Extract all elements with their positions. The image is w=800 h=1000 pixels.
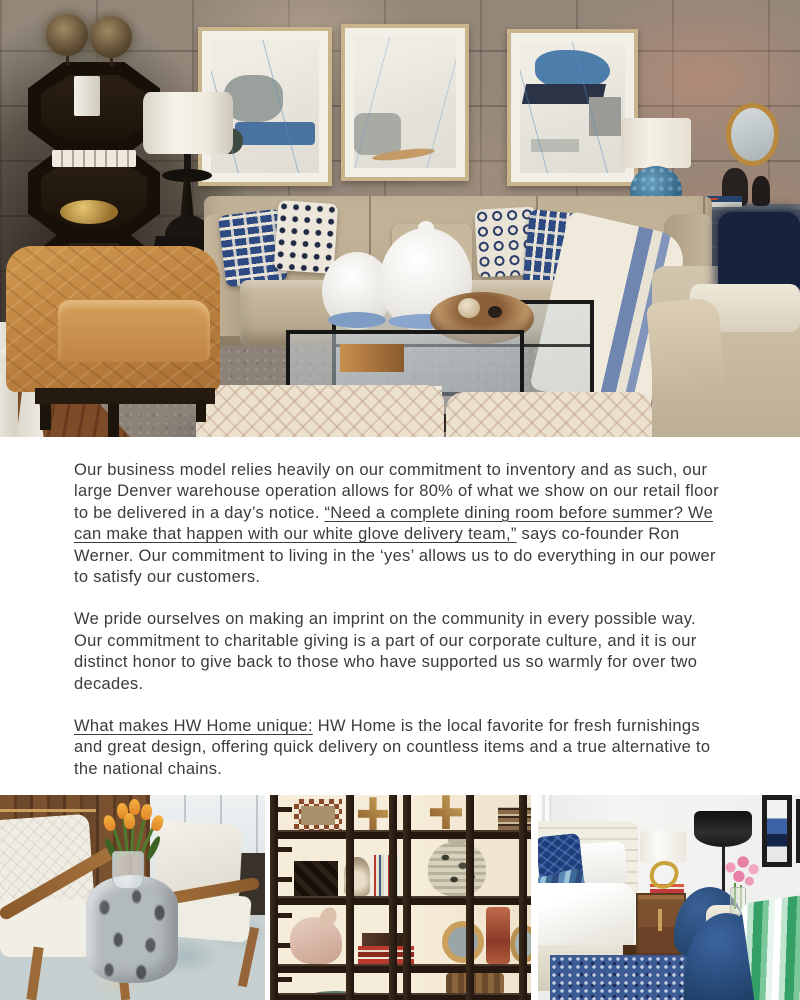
leather-chair-cushion (58, 300, 210, 362)
wall-art-frame-edge (796, 799, 800, 863)
shelf-rung (278, 847, 292, 852)
gold-lamp-shade (640, 831, 686, 863)
coral-vase (486, 907, 510, 964)
white-shelf-object (74, 76, 100, 116)
wood-cross-sculpture (430, 795, 462, 829)
white-sculpture (290, 917, 342, 964)
underlined-lead: What makes HW Home unique: (74, 717, 313, 736)
checkered-picture-frame (294, 799, 342, 832)
shelf-post (389, 795, 397, 1000)
underlined-quote: “Need a complete dining room before summer? We can make that happen with our white glove delivery team,” (74, 503, 714, 544)
chair-leg (108, 404, 119, 437)
shelf-post (346, 795, 354, 1000)
gallery-photo-bedroom (538, 795, 800, 1000)
cream-pouf (196, 385, 444, 437)
tulip-bloom (124, 813, 136, 830)
paragraph-unique (74, 716, 726, 780)
allium-ball-decor (90, 16, 132, 58)
wall-art-frame (762, 795, 792, 867)
brass-shelf-line (0, 809, 96, 812)
paragraph-text: HW Home is the local favorite for fresh furnishings and great design, offering quick delivery on countless items and a true alternative to the national chains. (74, 717, 711, 778)
gallery-photo-etagere (270, 795, 531, 1000)
hero-living-room-photo (0, 0, 800, 437)
about-article (74, 460, 726, 780)
shelf-post (519, 795, 527, 1000)
shelf-rung (278, 977, 292, 982)
leather-chair-base (35, 388, 215, 404)
abstract-painting-center (341, 24, 469, 181)
floor-lamp-shade (143, 92, 233, 154)
shelf-rung (278, 877, 292, 882)
shelf-board (270, 993, 531, 1000)
carved-drum-side-table (86, 875, 178, 983)
paragraph-business-model (74, 460, 726, 588)
dark-vase-small (752, 176, 770, 206)
shelf-rung (278, 913, 292, 918)
table-lamp-shade (621, 118, 691, 168)
cream-pouf (446, 392, 652, 437)
woven-basket (446, 973, 504, 995)
shelf-post (270, 795, 278, 1000)
photo-gallery (0, 795, 800, 1000)
paragraph-community: We pride ourselves on making an imprint on the community in every possible way. Our commitment to charitable giving is a part of our corporate culture, and it is our distinct honor to give back to those who have supported us so warmly for over two decades. (74, 610, 698, 693)
shelf-board (270, 964, 531, 973)
art-book (340, 344, 404, 372)
painting-canvas (520, 42, 625, 173)
abstract-painting-right (507, 29, 638, 186)
shelf-board (270, 896, 531, 905)
chair-leg (196, 400, 206, 422)
shelf-rung (278, 807, 292, 812)
round-gold-mirror (726, 103, 779, 166)
chair-leg (40, 404, 51, 430)
wood-cross-sculpture (358, 797, 388, 830)
blue-patterned-rug (550, 955, 700, 1000)
patterned-ceramic-vase (428, 841, 486, 896)
armchair-arm (646, 297, 726, 399)
allium-ball-decor (46, 14, 88, 56)
shelf-board (270, 830, 531, 839)
art-detail (520, 42, 625, 173)
white-blocks-decor (52, 150, 136, 167)
black-studded-box (294, 861, 338, 896)
glass-vase (112, 851, 144, 889)
shelf-post (403, 795, 411, 1000)
black-floor-lamp-shade (694, 811, 752, 847)
gallery-photo-armchairs-tulips (0, 795, 265, 1000)
art-detail (354, 37, 456, 168)
pink-peonies (720, 853, 762, 889)
gold-bowl (60, 200, 118, 224)
paragraph-text: says co-founder Ron Werner. Our commitment to living in the ‘yes’ allows us to do everything in our power to satisfy our customers. (74, 525, 716, 587)
black-white-dot-pillow (274, 200, 339, 274)
paragraph-text: Our business model relies heavily on our commitment to inventory and as such, our large Denver warehouse operation allows for 80% of what we show on our retail floor to be delivered in a day’s notice. (74, 461, 719, 522)
painting-canvas (354, 37, 456, 168)
shelf-post (466, 795, 474, 1000)
round-gold-mirror (442, 921, 484, 963)
